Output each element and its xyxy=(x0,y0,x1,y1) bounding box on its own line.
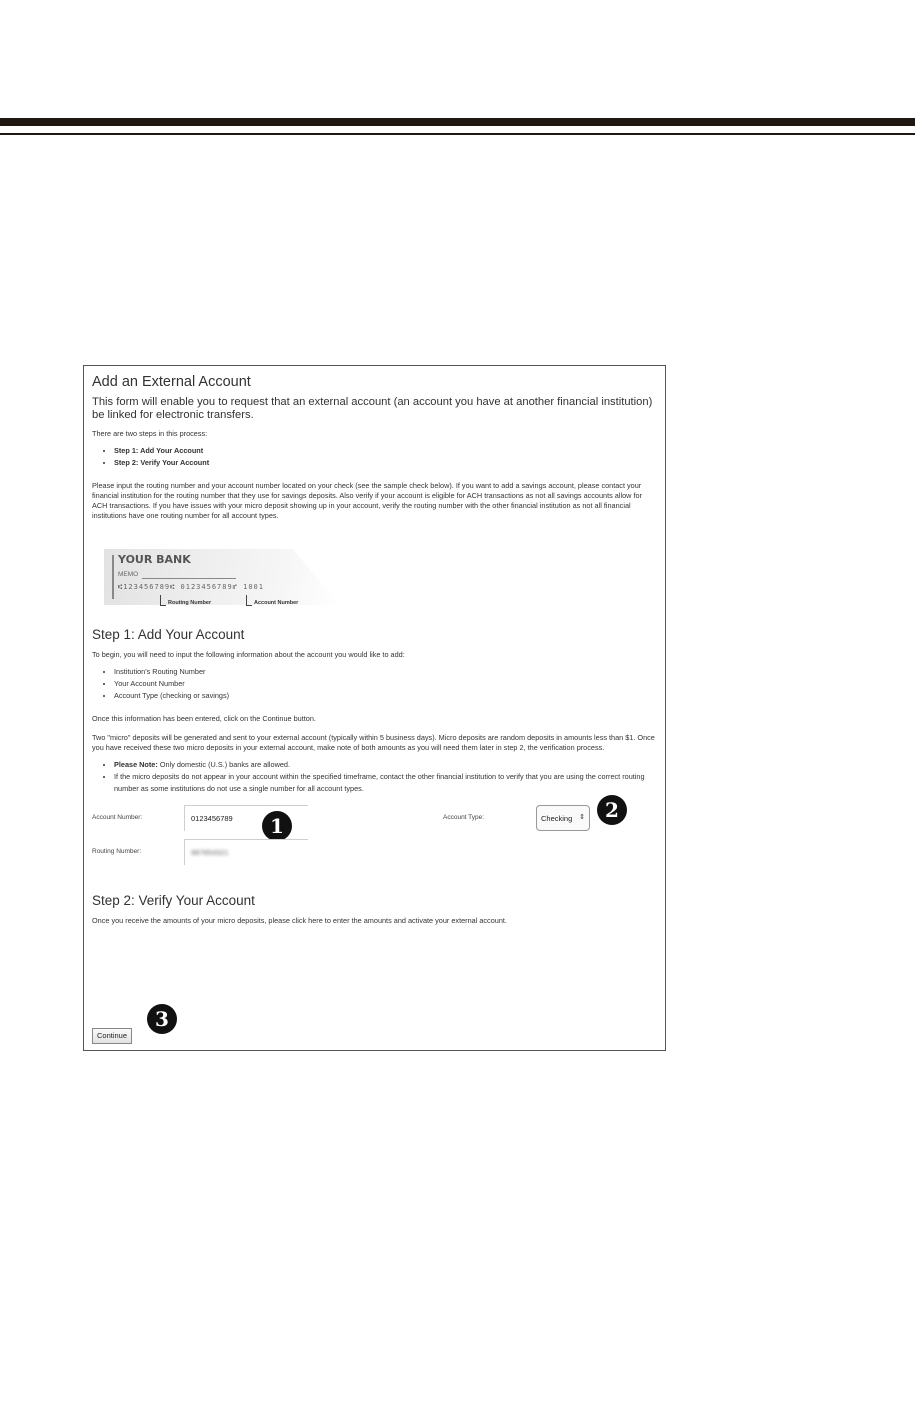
note-text: Only domestic (U.S.) banks are allowed. xyxy=(157,760,291,769)
list-item xyxy=(114,759,657,771)
steps-intro: There are two steps in this process: xyxy=(92,429,208,438)
step2-text: Once you receive the amounts of your micro deposits, please click here to enter the amounts and activate your external account. xyxy=(92,916,507,925)
routing-number-value: 987654321 xyxy=(191,848,229,857)
account-type-value: Checking xyxy=(541,814,573,823)
check-bank-name: YOUR BANK xyxy=(118,553,191,566)
page-title: Add an External Account xyxy=(92,374,251,390)
routing-number-label: Routing Number: xyxy=(92,848,142,855)
callout-3-icon: 3 xyxy=(147,1004,177,1034)
steps-list xyxy=(92,445,657,469)
account-type-select[interactable] xyxy=(536,805,590,831)
list-item: • Step 2: Verify Your Account xyxy=(114,457,657,469)
account-bracket xyxy=(246,595,247,605)
sample-check-image xyxy=(104,549,344,607)
check-edge xyxy=(112,555,114,599)
intro-text: This form will enable you to request that an external account (an account you have at another financial institution) be linked for electronic transfers. xyxy=(92,396,653,421)
step1-heading: Step 1: Add Your Account xyxy=(92,627,245,642)
required-info-list xyxy=(92,666,657,702)
list-item: • If the micro deposits do not appear in your account within the specified timeframe, contact the other financial institution to verify that you are using the correct routing number as some institutions do not use a single number for all account types. xyxy=(114,771,657,795)
step1-intro: To begin, you will need to input the following information about the account you would like to add: xyxy=(92,650,405,659)
account-form xyxy=(92,798,657,881)
instructions-text: Please input the routing number and your account number located on your check (see the sample check below). If you want to add a savings account, please contact your financial institution for the routing number that they use for savings deposits. Also verify if your account is eligible for ACH transactions as not all savings accounts allow for ACH transactions. If you have issues with your micro deposit showing up in your account, verify the routing number with the other financial institution as not all financial institutions have one routing number for all account types. xyxy=(92,481,642,520)
account-number-input[interactable]: 0123456789 xyxy=(184,805,308,831)
account-bracket-foot xyxy=(246,605,252,606)
account-number-label: Account Number: xyxy=(92,814,143,821)
routing-bracket-foot xyxy=(160,605,166,606)
list-item: • Step 1: Add Your Account xyxy=(114,445,657,457)
header-rule-thin xyxy=(0,133,915,135)
account-number-caption: Account Number xyxy=(254,600,299,606)
routing-number-input[interactable] xyxy=(184,839,308,865)
note-label: Please Note: xyxy=(114,760,158,769)
routing-number-caption: Routing Number xyxy=(168,600,212,606)
continue-note: Once this information has been entered, click on the Continue button. xyxy=(92,714,316,723)
list-item: • Account Type (checking or savings) xyxy=(114,690,657,702)
notes-list xyxy=(92,759,657,795)
check-memo-label: MEMO xyxy=(118,571,139,578)
micro-deposit-text: Two "micro" deposits will be generated and sent to your external account (typically within 5 business days). Micro deposits are random deposits in amounts less than $1. Once you have received these two micro deposits in your external account, make note of both amounts as you will need them later in step 2, the verification process. xyxy=(92,733,655,752)
check-memo-line xyxy=(142,578,236,579)
callout-2-icon: 2 xyxy=(597,795,627,825)
account-type-label: Account Type: xyxy=(443,814,485,821)
add-external-account-panel xyxy=(83,365,666,1051)
header-rule-thick xyxy=(0,118,915,126)
step2-heading: Step 2: Verify Your Account xyxy=(92,893,255,908)
list-item: • Institution's Routing Number xyxy=(114,666,657,678)
routing-bracket xyxy=(160,595,161,605)
check-micr-line: ⑆123456789⑆ 0123456789⑈ 1001 xyxy=(118,583,264,591)
list-item: • Your Account Number xyxy=(114,678,657,690)
select-arrows-icon: ⇕ xyxy=(579,814,585,821)
callout-1-icon: 1 xyxy=(262,811,292,841)
continue-button[interactable]: Continue xyxy=(92,1028,132,1044)
